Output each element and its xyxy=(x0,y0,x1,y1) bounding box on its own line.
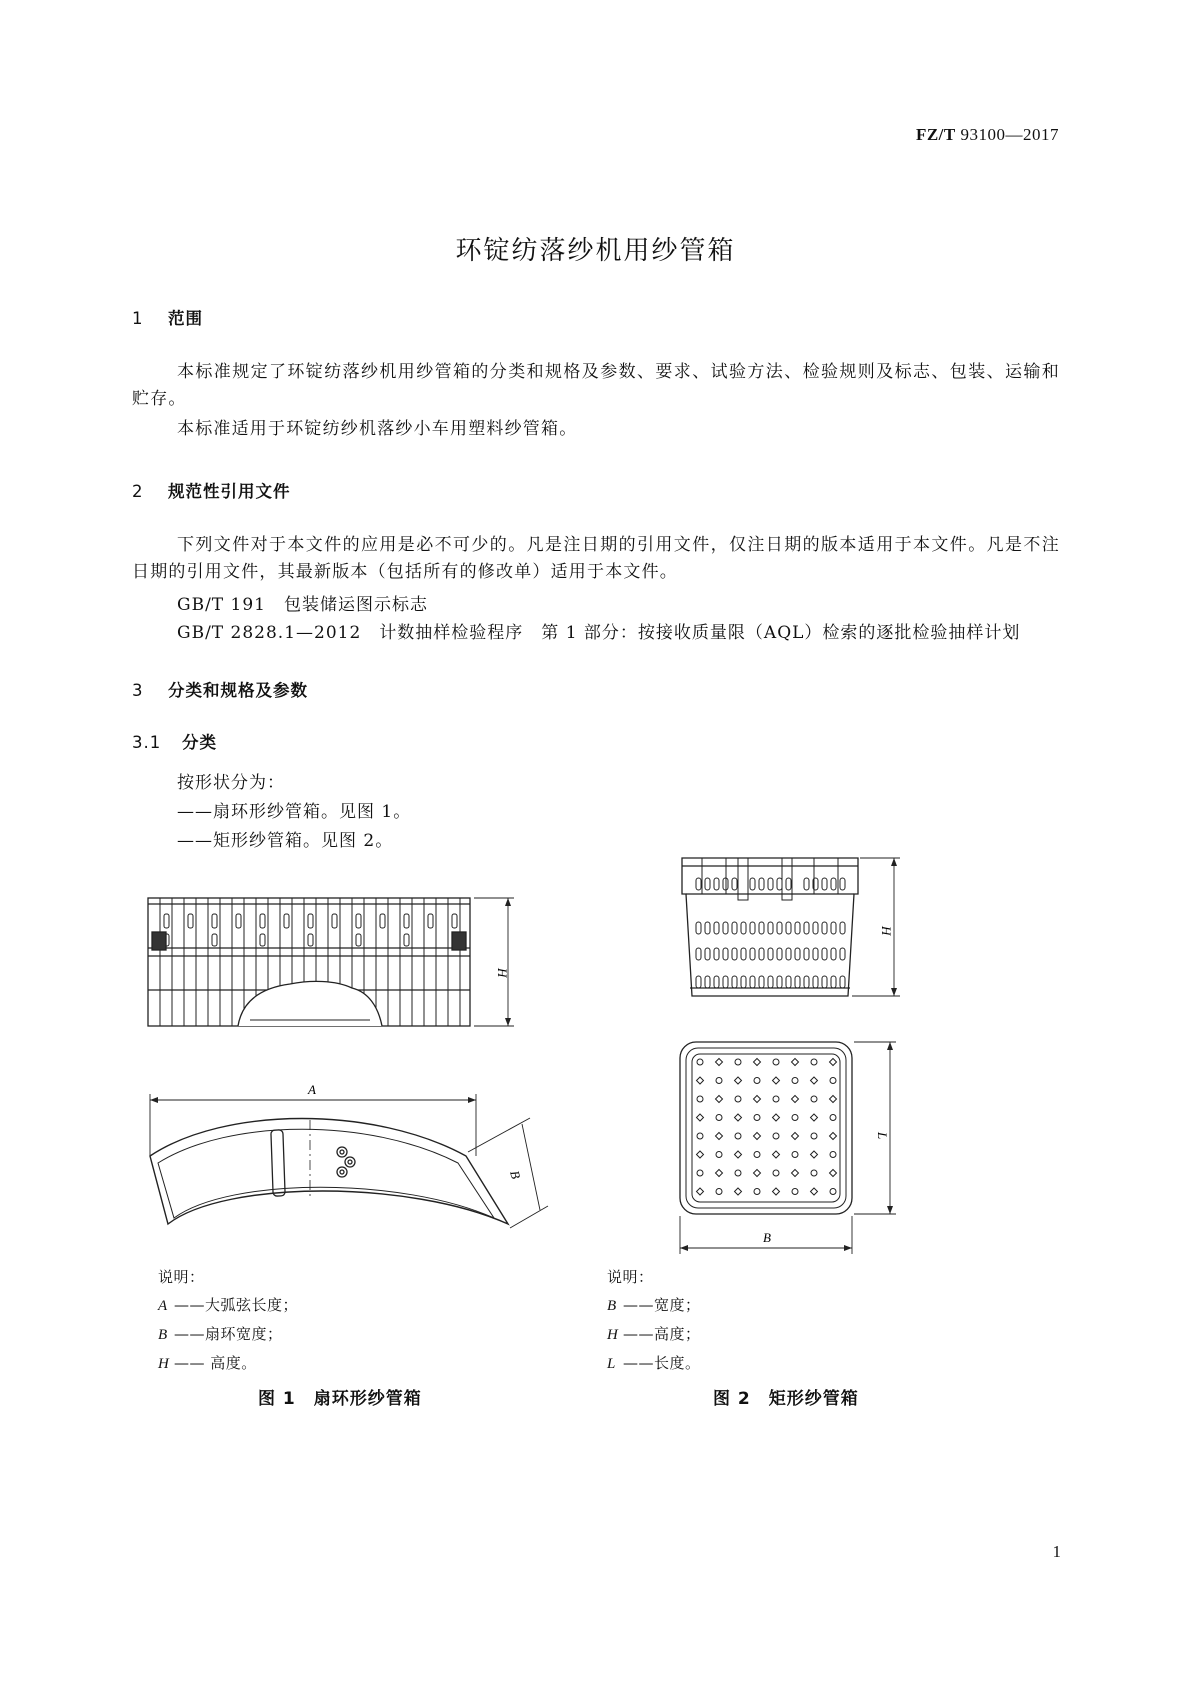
bottom-hole xyxy=(735,1151,742,1158)
section-3-1-heading: 3.1 分类 xyxy=(132,733,217,752)
bottom-hole xyxy=(735,1188,742,1195)
side-slot xyxy=(705,948,710,960)
figure-2-legend xyxy=(607,1263,701,1378)
section-1-paragraph-2: 本标准适用于环锭纺纱机落纱小车用塑料纱管箱。 xyxy=(177,419,578,439)
document-title: 环锭纺落纱机用纱管箱 xyxy=(455,236,736,266)
bottom-hole xyxy=(811,1170,817,1176)
side-slot xyxy=(822,878,827,890)
side-slot xyxy=(777,976,782,988)
side-slot xyxy=(750,922,755,934)
side-slot xyxy=(822,976,827,988)
side-slot xyxy=(840,976,845,988)
side-slot xyxy=(705,878,710,890)
bottom-hole xyxy=(716,1152,722,1158)
bottom-hole xyxy=(830,1170,837,1177)
side-slot xyxy=(840,878,845,890)
side-slot xyxy=(741,948,746,960)
bottom-hole xyxy=(735,1114,742,1121)
side-slot xyxy=(822,948,827,960)
side-slot xyxy=(840,948,845,960)
fan-dim-A-label: A xyxy=(308,1082,316,1097)
bottom-hole xyxy=(830,1059,837,1066)
bottom-hole xyxy=(830,1096,837,1103)
side-slot xyxy=(804,948,809,960)
side-slot xyxy=(795,976,800,988)
side-slot xyxy=(795,922,800,934)
fan-dim-H-label: H xyxy=(495,968,510,978)
side-slot xyxy=(768,948,773,960)
section-1-paragraph-1: 本标准规定了环锭纺落纱机用纱管箱的分类和规格及参数、要求、试验方法、检验规则及标志、包装、运输和贮存。 xyxy=(132,362,1060,409)
bottom-hole xyxy=(754,1096,761,1103)
bottom-hole xyxy=(735,1077,742,1084)
side-slot xyxy=(732,976,737,988)
bottom-hole xyxy=(792,1189,798,1195)
bottom-hole xyxy=(754,1115,760,1121)
bottom-hole xyxy=(697,1114,704,1121)
bottom-hole xyxy=(773,1059,779,1065)
figure-2-drawing xyxy=(670,852,930,1262)
bottom-hole xyxy=(773,1114,780,1121)
figure-1-caption: 图 1 扇环形纱管箱 xyxy=(258,1389,422,1409)
section-1-heading: 1 范围 xyxy=(132,309,203,328)
figure-1-drawing xyxy=(130,880,550,1260)
side-slot xyxy=(714,922,719,934)
bottom-hole xyxy=(792,1078,798,1084)
side-slot xyxy=(750,878,755,890)
bottom-hole xyxy=(792,1133,799,1140)
fan-dim-B-line xyxy=(522,1124,540,1210)
bottom-hole xyxy=(811,1096,817,1102)
side-slot xyxy=(696,922,701,934)
bottom-hole xyxy=(697,1059,703,1065)
bottom-hole xyxy=(697,1077,704,1084)
side-slot xyxy=(741,922,746,934)
bottom-hole xyxy=(830,1189,836,1195)
side-slot xyxy=(723,922,728,934)
bottom-hole xyxy=(754,1170,761,1177)
bottom-hole xyxy=(773,1133,779,1139)
bottom-hole xyxy=(773,1151,780,1158)
side-slot xyxy=(723,976,728,988)
side-slot xyxy=(768,922,773,934)
figure-2-legend-title: 说明： xyxy=(607,1268,654,1286)
bottom-hole xyxy=(754,1078,760,1084)
figure-2-caption: 图 2 矩形纱管箱 xyxy=(713,1389,859,1409)
section-3-heading: 3 分类和规格及参数 xyxy=(132,681,308,700)
classification-item-rect: ——矩形纱管箱。见图 2。 xyxy=(177,831,394,851)
bottom-hole xyxy=(830,1078,836,1084)
bottom-hole xyxy=(792,1059,799,1066)
bottom-hole xyxy=(792,1170,799,1177)
bottom-hole xyxy=(830,1152,836,1158)
bottom-hole xyxy=(773,1096,779,1102)
section-2-heading: 2 规范性引用文件 xyxy=(132,482,291,501)
side-slot xyxy=(741,976,746,988)
side-slot xyxy=(813,948,818,960)
side-slot xyxy=(777,878,782,890)
bottom-hole xyxy=(716,1115,722,1121)
bottom-hole xyxy=(735,1059,741,1065)
bottom-hole xyxy=(792,1115,798,1121)
side-slot xyxy=(696,948,701,960)
side-slot xyxy=(804,976,809,988)
bottom-hole xyxy=(735,1170,741,1176)
bottom-hole xyxy=(735,1133,741,1139)
side-slot xyxy=(696,976,701,988)
side-slot xyxy=(786,976,791,988)
bottom-hole xyxy=(811,1077,818,1084)
bottom-hole xyxy=(811,1151,818,1158)
side-slot xyxy=(723,948,728,960)
bottom-hole xyxy=(716,1189,722,1195)
side-slot xyxy=(831,976,836,988)
side-slot xyxy=(804,922,809,934)
side-slot xyxy=(831,922,836,934)
reference-gbt-2828: GB/T 2828.1—2012 计数抽样检验程序 第 1 部分：按接收质量限（AQL）检索的逐批检验抽样计划 xyxy=(177,623,1021,643)
side-slot xyxy=(768,976,773,988)
side-slot xyxy=(705,922,710,934)
section-2-paragraph-1: 下列文件对于本文件的应用是必不可少的。凡是注日期的引用文件，仅注日期的版本适用于本文件。凡是不注日期的引用文件，其最新版本（包括所有的修改单）适用于本文件。 xyxy=(132,535,1060,582)
side-slot xyxy=(777,948,782,960)
side-slot xyxy=(705,976,710,988)
bottom-hole xyxy=(773,1188,780,1195)
figure-2-legend-item: B ——宽度； xyxy=(607,1296,701,1314)
rect-dim-H-label: H xyxy=(879,926,894,936)
bottom-hole xyxy=(697,1096,703,1102)
bottom-hole xyxy=(754,1189,760,1195)
bottom-hole xyxy=(716,1059,723,1066)
figure-2-legend-item: L ——长度。 xyxy=(607,1354,701,1372)
side-slot xyxy=(759,878,764,890)
rect-dim-L-label: L xyxy=(875,1132,890,1140)
figure-1-legend xyxy=(158,1263,298,1378)
side-slot xyxy=(840,922,845,934)
bottom-hole xyxy=(697,1170,703,1176)
side-slot xyxy=(750,976,755,988)
side-slot xyxy=(786,922,791,934)
figure-1-legend-item: B ——扇环宽度； xyxy=(158,1325,283,1343)
rect-dim-B-label: B xyxy=(763,1230,771,1245)
fan-dim-B-label: B xyxy=(507,1168,524,1181)
bottom-hole xyxy=(697,1151,704,1158)
standard-code: FZ/T 93100—2017 xyxy=(915,125,1059,144)
side-slot xyxy=(732,878,737,890)
figure-1-legend-item: H —— 高度。 xyxy=(158,1354,257,1372)
figure-1-legend-item: A ——大弧弦长度； xyxy=(158,1296,299,1314)
page-number: 1 xyxy=(1052,1542,1061,1561)
bottom-hole xyxy=(792,1152,798,1158)
bottom-hole xyxy=(830,1115,836,1121)
side-slot xyxy=(759,976,764,988)
side-slot xyxy=(714,878,719,890)
bottom-hole xyxy=(811,1133,817,1139)
bottom-hole xyxy=(811,1059,817,1065)
side-slot xyxy=(786,878,791,890)
bottom-hole xyxy=(811,1114,818,1121)
bottom-hole xyxy=(773,1170,779,1176)
rect-box-top-outline xyxy=(680,1042,852,1214)
side-slot xyxy=(732,922,737,934)
bottom-hole xyxy=(697,1188,704,1195)
classification-item-fan: ——扇环形纱管箱。见图 1。 xyxy=(177,802,412,822)
side-slot xyxy=(696,878,701,890)
bottom-hole xyxy=(830,1133,837,1140)
bottom-hole xyxy=(716,1133,723,1140)
side-slot xyxy=(732,948,737,960)
bottom-hole xyxy=(716,1170,723,1177)
side-slot xyxy=(813,922,818,934)
side-slot xyxy=(777,922,782,934)
side-slot xyxy=(759,948,764,960)
side-slot xyxy=(804,878,809,890)
side-slot xyxy=(759,922,764,934)
classification-intro: 按形状分为： xyxy=(177,773,285,793)
bottom-hole xyxy=(773,1077,780,1084)
fan-box-top-outline xyxy=(150,1119,508,1225)
side-slot xyxy=(795,948,800,960)
bottom-hole xyxy=(792,1096,799,1103)
side-slot xyxy=(768,878,773,890)
bottom-hole xyxy=(754,1059,761,1066)
reference-gbt-191: GB/T 191 包装储运图示标志 xyxy=(177,595,428,615)
side-slot xyxy=(750,948,755,960)
bottom-hole xyxy=(697,1133,703,1139)
side-slot xyxy=(822,922,827,934)
bottom-hole xyxy=(754,1152,760,1158)
side-slot xyxy=(714,948,719,960)
bottom-hole xyxy=(716,1096,723,1103)
side-slot xyxy=(831,878,836,890)
bottom-hole xyxy=(754,1133,761,1140)
bottom-hole xyxy=(716,1078,722,1084)
bottom-hole xyxy=(735,1096,741,1102)
figure-2-legend-item: H ——高度； xyxy=(607,1325,701,1343)
side-slot xyxy=(786,948,791,960)
bottom-hole xyxy=(811,1188,818,1195)
side-slot xyxy=(714,976,719,988)
side-slot xyxy=(831,948,836,960)
side-slot xyxy=(813,976,818,988)
figure-1-legend-title: 说明： xyxy=(158,1268,205,1286)
